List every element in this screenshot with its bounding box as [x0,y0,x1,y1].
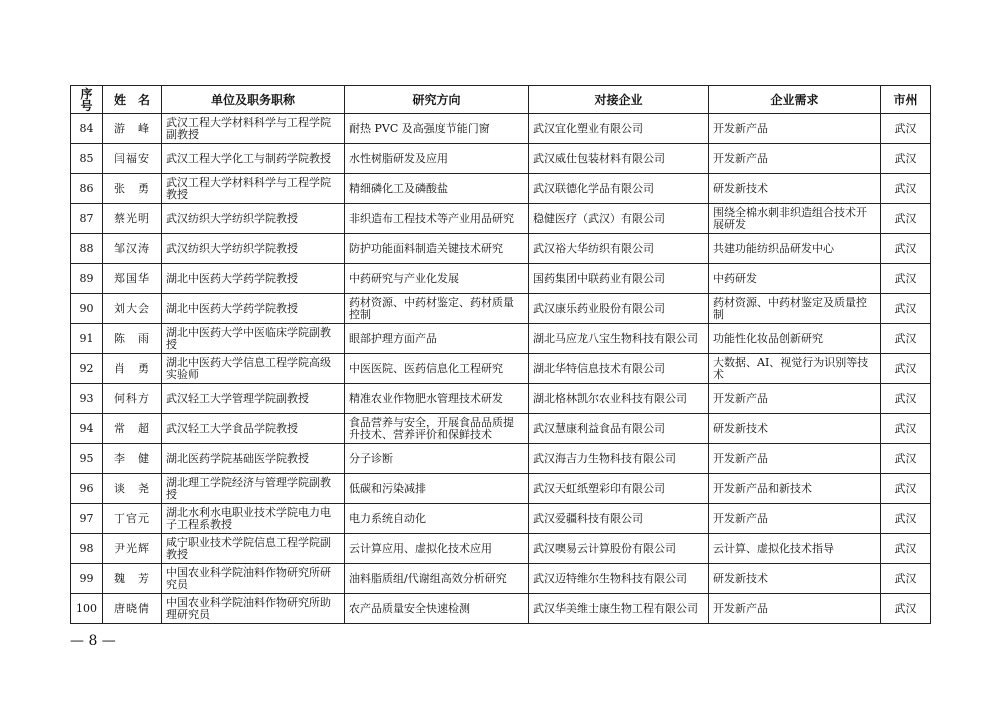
cell-name: 张 勇 [103,174,162,204]
cell-unit-title: 湖北医药学院基础医学院教授 [162,444,345,474]
cell-enterprise-need: 功能性化妆品创新研究 [709,324,881,354]
table-row [71,144,931,174]
cell-city: 武汉 [881,264,931,294]
cell-research-direction: 药材资源、中药材鉴定、药材质量控制 [345,294,529,324]
cell-city: 武汉 [881,504,931,534]
cell-name: 唐晓倩 [103,594,162,624]
cell-unit-title: 湖北中医药大学信息工程学院高级实验师 [162,354,345,384]
cell-enterprise-need: 围绕全棉水刺非织造组合技术开展研发 [709,204,881,234]
cell-partner-enterprise: 武汉爱疆科技有限公司 [529,504,709,534]
cell-enterprise-need: 中药研发 [709,264,881,294]
cell-research-direction: 中医医院、医药信息化工程研究 [345,354,529,384]
cell-name: 郑国华 [103,264,162,294]
cell-city: 武汉 [881,294,931,324]
cell-partner-enterprise: 武汉宜化塑业有限公司 [529,114,709,144]
cell-city: 武汉 [881,534,931,564]
table-row [71,324,931,354]
cell-partner-enterprise: 武汉裕大华纺织有限公司 [529,234,709,264]
cell-index: 86 [71,174,103,204]
cell-name: 常 超 [103,414,162,444]
cell-unit-title: 湖北中医药大学药学院教授 [162,264,345,294]
cell-unit-title: 中国农业科学院油料作物研究所研究员 [162,564,345,594]
cell-research-direction: 水性树脂研发及应用 [345,144,529,174]
table-body [71,114,931,624]
cell-partner-enterprise: 武汉噢易云计算股份有限公司 [529,534,709,564]
cell-name: 肖 勇 [103,354,162,384]
cell-city: 武汉 [881,414,931,444]
cell-name: 丁官元 [103,504,162,534]
cell-index: 89 [71,264,103,294]
cell-index: 99 [71,564,103,594]
cell-partner-enterprise: 国药集团中联药业有限公司 [529,264,709,294]
cell-research-direction: 精细磷化工及磷酸盐 [345,174,529,204]
cell-partner-enterprise: 武汉慧康利益食品有限公司 [529,414,709,444]
cell-city: 武汉 [881,114,931,144]
cell-unit-title: 武汉工程大学材料科学与工程学院教授 [162,174,345,204]
header-partner-enterprise: 对接企业 [529,86,709,114]
cell-research-direction: 中药研究与产业化发展 [345,264,529,294]
expert-enterprise-table [70,85,931,624]
cell-partner-enterprise: 湖北华特信息技术有限公司 [529,354,709,384]
table-row [71,534,931,564]
cell-index: 93 [71,384,103,414]
cell-name: 游 峰 [103,114,162,144]
cell-index: 97 [71,504,103,534]
cell-research-direction: 低碳和污染减排 [345,474,529,504]
header-city: 市州 [881,86,931,114]
table-row [71,234,931,264]
cell-partner-enterprise: 武汉天虹纸塑彩印有限公司 [529,474,709,504]
cell-name: 邹汉涛 [103,234,162,264]
cell-enterprise-need: 研发新技术 [709,414,881,444]
cell-enterprise-need: 大数据、AI、视觉行为识别等技术 [709,354,881,384]
cell-city: 武汉 [881,324,931,354]
table-row [71,294,931,324]
cell-enterprise-need: 开发新产品 [709,144,881,174]
cell-partner-enterprise: 湖北马应龙八宝生物科技有限公司 [529,324,709,354]
cell-enterprise-need: 开发新产品 [709,594,881,624]
cell-name: 刘大会 [103,294,162,324]
cell-partner-enterprise: 湖北格林凯尔农业科技有限公司 [529,384,709,414]
cell-unit-title: 湖北水利水电职业技术学院电力电子工程系教授 [162,504,345,534]
cell-research-direction: 耐热 PVC 及高强度节能门窗 [345,114,529,144]
cell-research-direction: 精准农业作物肥水管理技术研发 [345,384,529,414]
cell-enterprise-need: 研发新技术 [709,564,881,594]
cell-name: 何科方 [103,384,162,414]
cell-unit-title: 武汉工程大学材料科学与工程学院副教授 [162,114,345,144]
cell-city: 武汉 [881,564,931,594]
cell-index: 98 [71,534,103,564]
table-row [71,264,931,294]
cell-city: 武汉 [881,474,931,504]
cell-index: 95 [71,444,103,474]
cell-index: 94 [71,414,103,444]
cell-research-direction: 农产品质量安全快速检测 [345,594,529,624]
cell-research-direction: 分子诊断 [345,444,529,474]
cell-unit-title: 武汉轻工大学管理学院副教授 [162,384,345,414]
header-unit-title: 单位及职务职称 [162,86,345,114]
cell-name: 闫福安 [103,144,162,174]
cell-unit-title: 湖北中医药大学中医临床学院副教授 [162,324,345,354]
table-row [71,564,931,594]
cell-unit-title: 武汉纺织大学纺织学院教授 [162,204,345,234]
table-row [71,474,931,504]
cell-partner-enterprise: 武汉威仕包装材料有限公司 [529,144,709,174]
cell-research-direction: 食品营养与安全，开展食品品质提升技术、营养评价和保鲜技术 [345,414,529,444]
header-index: 序号 [71,86,103,114]
cell-index: 88 [71,234,103,264]
table-row [71,444,931,474]
cell-unit-title: 湖北中医药大学药学院教授 [162,294,345,324]
cell-enterprise-need: 开发新产品和新技术 [709,474,881,504]
cell-research-direction: 眼部护理方面产品 [345,324,529,354]
cell-name: 魏 芳 [103,564,162,594]
cell-city: 武汉 [881,594,931,624]
cell-city: 武汉 [881,234,931,264]
cell-partner-enterprise: 武汉华美维士康生物工程有限公司 [529,594,709,624]
cell-city: 武汉 [881,144,931,174]
cell-enterprise-need: 开发新产品 [709,444,881,474]
cell-enterprise-need: 开发新产品 [709,114,881,144]
cell-partner-enterprise: 武汉迈特维尔生物科技有限公司 [529,564,709,594]
cell-unit-title: 武汉工程大学化工与制药学院教授 [162,144,345,174]
table-row [71,504,931,534]
cell-city: 武汉 [881,354,931,384]
cell-name: 蔡光明 [103,204,162,234]
cell-name: 尹光辉 [103,534,162,564]
cell-partner-enterprise: 武汉康乐药业股份有限公司 [529,294,709,324]
cell-enterprise-need: 研发新技术 [709,174,881,204]
page-number: — 8 — [70,633,116,649]
table-row [71,114,931,144]
cell-name: 谈 尧 [103,474,162,504]
cell-enterprise-need: 共建功能纺织品研发中心 [709,234,881,264]
cell-research-direction: 电力系统自动化 [345,504,529,534]
cell-partner-enterprise: 武汉联德化学品有限公司 [529,174,709,204]
table-row [71,174,931,204]
cell-enterprise-need: 云计算、虚拟化技术指导 [709,534,881,564]
cell-research-direction: 油料脂质组/代谢组高效分析研究 [345,564,529,594]
header-research-direction: 研究方向 [345,86,529,114]
cell-research-direction: 非织造布工程技术等产业用品研究 [345,204,529,234]
table-row [71,354,931,384]
table-row [71,414,931,444]
cell-partner-enterprise: 武汉海吉力生物科技有限公司 [529,444,709,474]
cell-enterprise-need: 开发新产品 [709,504,881,534]
cell-city: 武汉 [881,444,931,474]
cell-index: 92 [71,354,103,384]
cell-index: 100 [71,594,103,624]
cell-city: 武汉 [881,384,931,414]
cell-unit-title: 湖北理工学院经济与管理学院副教授 [162,474,345,504]
cell-unit-title: 武汉轻工大学食品学院教授 [162,414,345,444]
cell-research-direction: 云计算应用、虚拟化技术应用 [345,534,529,564]
cell-name: 李 健 [103,444,162,474]
cell-index: 85 [71,144,103,174]
cell-unit-title: 武汉纺织大学纺织学院教授 [162,234,345,264]
table-header-row [71,86,931,114]
cell-research-direction: 防护功能面料制造关键技术研究 [345,234,529,264]
table-row [71,384,931,414]
cell-index: 84 [71,114,103,144]
cell-partner-enterprise: 稳健医疗（武汉）有限公司 [529,204,709,234]
cell-index: 90 [71,294,103,324]
cell-unit-title: 中国农业科学院油料作物研究所助理研究员 [162,594,345,624]
cell-city: 武汉 [881,204,931,234]
cell-enterprise-need: 药材资源、中药材鉴定及质量控制 [709,294,881,324]
cell-index: 96 [71,474,103,504]
table-row [71,594,931,624]
cell-name: 陈 雨 [103,324,162,354]
header-enterprise-need: 企业需求 [709,86,881,114]
header-name: 姓 名 [103,86,162,114]
cell-index: 87 [71,204,103,234]
cell-unit-title: 咸宁职业技术学院信息工程学院副教授 [162,534,345,564]
cell-city: 武汉 [881,174,931,204]
cell-index: 91 [71,324,103,354]
cell-enterprise-need: 开发新产品 [709,384,881,414]
table-row [71,204,931,234]
